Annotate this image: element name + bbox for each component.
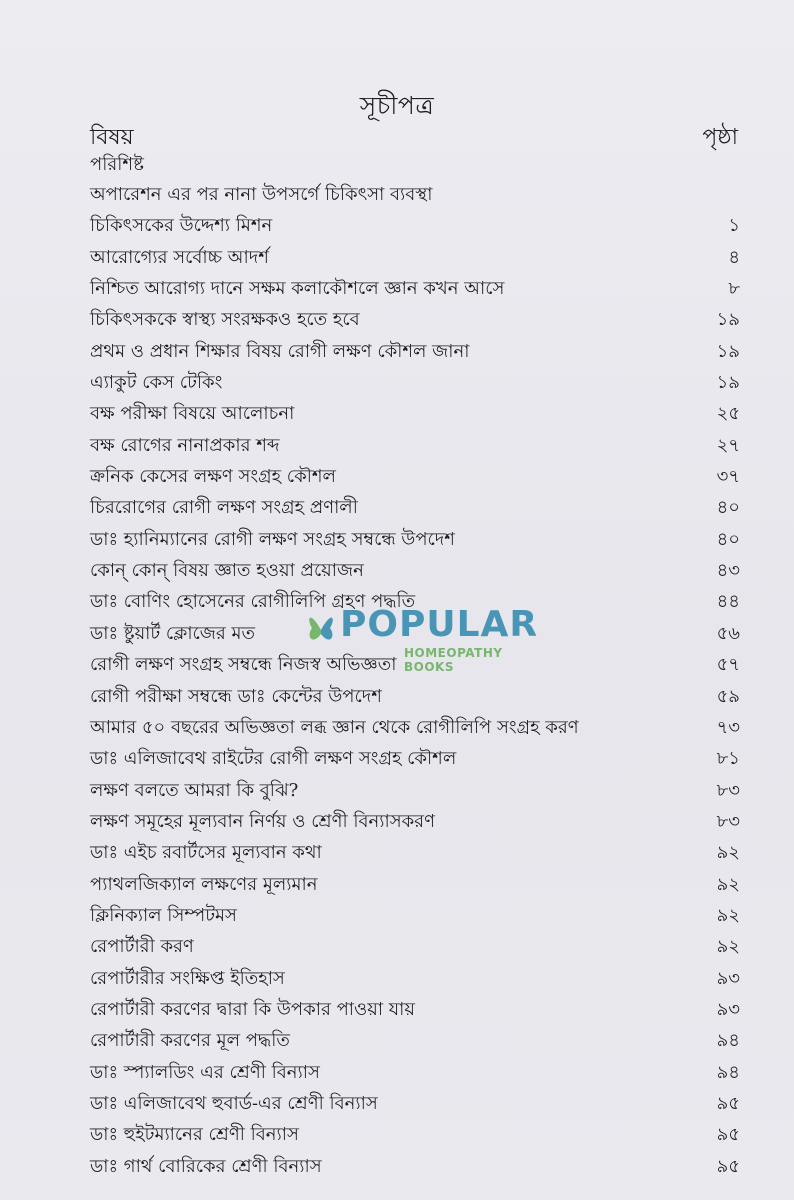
toc-entry-topic: পরিশিষ্ট	[90, 154, 144, 175]
toc-entry-topic: বক্ষ পরীক্ষা বিষয়ে আলোচনা	[90, 403, 295, 425]
topic-column-header: বিষয়	[90, 125, 134, 150]
toc-entry-page: ৫৬	[716, 622, 740, 644]
toc-entry-topic: ডাঃ বোণিং হোসেনের রোগীলিপি গ্রহণ পদ্ধতি	[90, 591, 416, 613]
toc-entry-topic: ডাঃ হ্যানিম্যানের রোগী লক্ষণ সংগ্রহ সম্বন্ধে উপদেশ	[90, 528, 455, 550]
toc-entry-topic: এ্যাকুট কেস টেকিং	[90, 372, 223, 394]
toc-entry-page: ৯৪	[716, 1030, 740, 1052]
toc-entry-page: ৪৩	[716, 560, 740, 582]
butterfly-icon	[304, 606, 338, 652]
toc-entry	[90, 461, 740, 492]
toc-entry-topic: রেপার্টারী করণের দ্বারা কি উপকার পাওয়া যায়	[90, 998, 415, 1020]
toc-entry-page: ৪০	[716, 528, 740, 550]
toc-entry	[90, 149, 740, 179]
toc-entry	[90, 179, 740, 210]
toc-entry-page: ১৯	[716, 372, 740, 394]
toc-entry-topic: অপারেশন এর পর নানা উপসর্গে চিকিৎসা ব্যবস্থা	[90, 184, 433, 205]
toc-entry-page: ৯২	[716, 904, 740, 926]
toc-entry-page: ৯৫	[716, 1124, 740, 1146]
toc-entry-page: ৯৫	[716, 1155, 740, 1177]
toc-entry	[90, 712, 740, 743]
toc-entry-page: ৮	[728, 278, 740, 300]
toc-entry-page: ৯২	[716, 873, 740, 895]
toc-entry	[90, 1088, 740, 1119]
toc-entry-topic: কোন্ কোন্ বিষয় জ্ঞাত হওয়া প্রয়োজন	[90, 560, 364, 582]
toc-entry-page: ২৭	[716, 434, 740, 456]
toc-entry-topic: ডাঃ এলিজাবেথ রাইটের রোগী লক্ষণ সংগ্রহ কৌশল	[90, 748, 457, 770]
toc-entry-page: ৯৪	[716, 1061, 740, 1083]
toc-entry-page: ৫৭	[716, 654, 740, 676]
toc-entry-page: ৮৩	[716, 779, 740, 801]
toc-entry-topic: প্যাথলজিক্যাল লক্ষণের মূল্যমান	[90, 873, 318, 895]
toc-entry-page: ৯৫	[716, 1092, 740, 1114]
toc-entry	[90, 963, 740, 994]
toc-entry-topic: নিশ্চিত আরোগ্য দানে সক্ষম কলাকৌশলে জ্ঞান কখন আসে	[90, 278, 505, 300]
watermark-brand: POPULAR	[340, 604, 539, 645]
toc-entry	[90, 492, 740, 523]
toc-entry-topic: লক্ষণ সমূহের মূল্যবান নির্ণয় ও শ্রেণী বিন্যাসকরণ	[90, 810, 435, 832]
toc-entry-page: ৫৯	[716, 685, 740, 707]
toc-entry-topic: ডাঃ স্প্যালডিং এর শ্রেণী বিন্যাস	[90, 1061, 320, 1083]
toc-entry-topic: রোগী পরীক্ষা সম্বন্ধে ডাঃ কেন্টের উপদেশ	[90, 685, 382, 707]
toc-entry	[90, 524, 740, 555]
toc-entry	[90, 367, 740, 398]
toc-entry	[90, 242, 740, 273]
toc-entry	[90, 398, 740, 429]
toc-entry-page: ৯৩	[716, 967, 740, 989]
toc-entry-topic: ডাঃ ষ্টুয়ার্ট ক্লোজের মত	[90, 622, 256, 644]
toc-entry-page: ৪	[728, 246, 740, 268]
toc-entry-topic: লক্ষণ বলতে আমরা কি বুঝি?	[90, 779, 299, 801]
toc-entry-page: ৩৭	[716, 466, 740, 488]
toc-entry	[90, 1119, 740, 1150]
toc-entry	[90, 775, 740, 806]
toc-entry-page: ৭৩	[716, 716, 740, 738]
toc-entry-topic: চিকিৎসকের উদ্দেশ্য মিশন	[90, 215, 273, 237]
toc-entry-topic: প্রথম ও প্রধান শিক্ষার বিষয় রোগী লক্ষণ কৌশল জানা	[90, 340, 470, 362]
toc-entry	[90, 869, 740, 900]
toc-entry-page: ১৯	[716, 309, 740, 331]
toc-entry-topic: ডাঃ এলিজাবেথ হুবার্ড-এর শ্রেণী বিন্যাস	[90, 1092, 378, 1114]
toc-entry-topic: রেপার্টারী করণের মূল পদ্ধতি	[90, 1030, 290, 1052]
toc-header	[90, 120, 738, 150]
watermark-tagline: HOMEOPATHY BOOKS	[404, 646, 503, 674]
toc-entry-topic: রেপার্টারীর সংক্ষিপ্ত ইতিহাস	[90, 967, 285, 989]
toc-entry	[90, 336, 740, 367]
toc-entry-topic: আরোগ্যের সর্বোচ্চ আদর্শ	[90, 246, 269, 268]
toc-entry	[90, 210, 740, 241]
toc-entry	[90, 1025, 740, 1056]
toc-entry-topic: ক্রনিক কেসের লক্ষণ সংগ্রহ কৌশল	[90, 466, 336, 488]
toc-entry-topic: ক্লিনিক্যাল সিম্পটমস	[90, 904, 237, 926]
toc-entry	[90, 555, 740, 586]
toc-entry	[90, 1057, 740, 1088]
toc-entry	[90, 1151, 740, 1182]
toc-entry-page: ১৯	[716, 340, 740, 362]
toc-entry-page: ২৫	[716, 403, 740, 425]
toc-entry-page: ৮১	[716, 748, 740, 770]
toc-entry-page: ৯২	[716, 936, 740, 958]
toc-entry-topic: রেপার্টারী করণ	[90, 936, 194, 958]
watermark	[304, 604, 544, 674]
toc-entry	[90, 743, 740, 774]
toc-entry-topic: ডাঃ গার্থ বোরিকের শ্রেণী বিন্যাস	[90, 1155, 322, 1177]
toc-entry-page: ৯৩	[716, 998, 740, 1020]
toc-entry	[90, 304, 740, 335]
toc-entry	[90, 837, 740, 868]
toc-entry	[90, 900, 740, 931]
toc-entry	[90, 273, 740, 304]
toc-entry	[90, 931, 740, 962]
toc-entry-topic: চিররোগের রোগী লক্ষণ সংগ্রহ প্রণালী	[90, 497, 358, 519]
toc-entry	[90, 994, 740, 1025]
page-title: সূচীপত্র	[359, 91, 435, 120]
toc-entry-page: ৯২	[716, 842, 740, 864]
toc-entry	[90, 681, 740, 712]
toc-entry-topic: রোগী লক্ষণ সংগ্রহ সম্বন্ধে নিজস্ব অভিজ্ঞতা	[90, 654, 397, 676]
toc-entry-page: ৪৪	[716, 591, 740, 613]
toc-entry	[90, 806, 740, 837]
toc-entry-page: ৮৩	[716, 810, 740, 832]
toc-entry-page: ৪০	[716, 497, 740, 519]
toc-entry-topic: চিকিৎসককে স্বাস্থ্য সংরক্ষকও হতে হবে	[90, 309, 360, 331]
toc-entry-topic: বক্ষ রোগের নানাপ্রকার শব্দ	[90, 434, 280, 456]
toc-entry-topic: আমার ৫০ বছরের অভিজ্ঞতা লব্ধ জ্ঞান থেকে রোগীলিপি সংগ্রহ করণ	[90, 716, 579, 738]
toc-entry-topic: ডাঃ এইচ রবার্টসের মূল্যবান কথা	[90, 842, 322, 864]
toc-entry-topic: ডাঃ হুইটম্যানের শ্রেণী বিন্যাস	[90, 1124, 299, 1146]
page-column-header: পৃষ্ঠা	[702, 125, 738, 150]
toc-entry-page: ১	[728, 215, 740, 237]
toc-entry	[90, 430, 740, 461]
